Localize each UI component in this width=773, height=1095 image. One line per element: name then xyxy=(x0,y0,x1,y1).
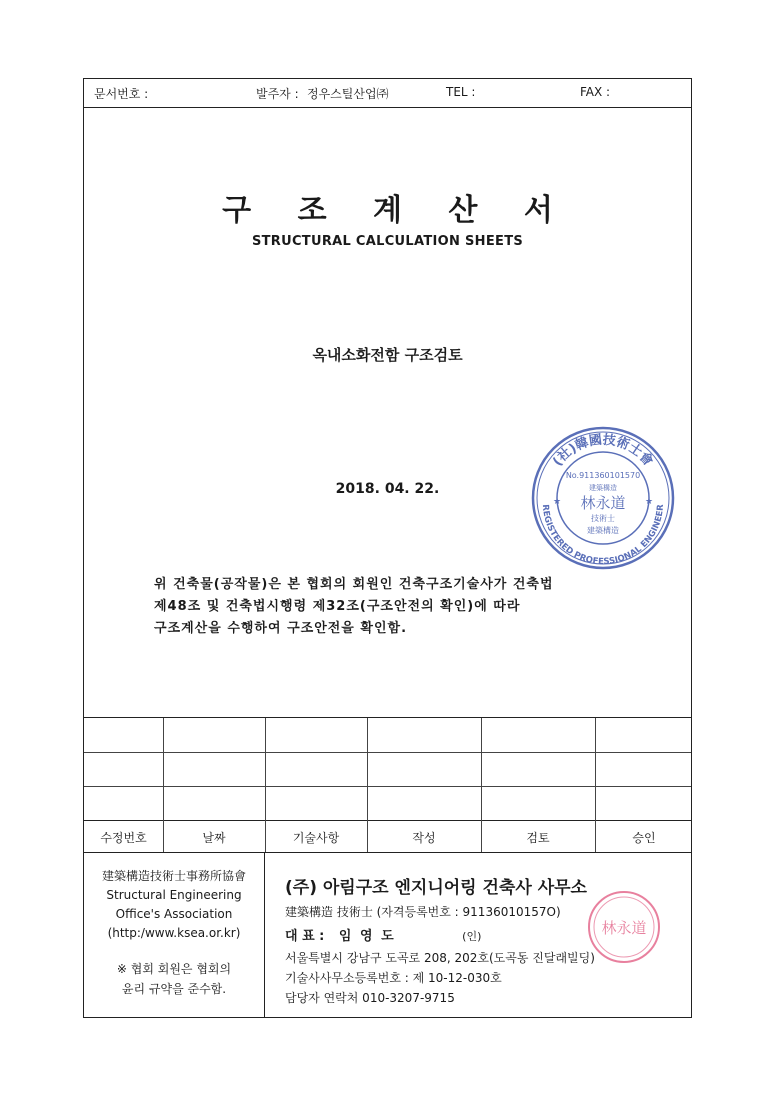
seal-title: 技術士 xyxy=(591,514,615,523)
revision-header-checked: 검토 xyxy=(526,831,550,845)
client-label: 발주자 : xyxy=(256,87,299,101)
firm-engineer-line: 建築構造 技術士 (자격등록번호 : 91136010157O) xyxy=(285,905,561,919)
title-english: STRUCTURAL CALCULATION SHEETS xyxy=(251,234,524,249)
project-name: 옥내소화전함 구조검토 xyxy=(312,346,463,364)
signature-block xyxy=(84,852,691,1018)
document-date: 2018. 04. 22. xyxy=(335,481,440,497)
firm-representative-row xyxy=(285,925,481,944)
statement-line-2: 제48조 및 건축법시행령 제32조(구조안전의 확인)에 따라 xyxy=(154,599,521,614)
title-korean: 구 조 계 산 서 xyxy=(222,193,571,228)
doc-number-label: 문서번호 : xyxy=(94,87,149,101)
revision-header-prepared: 작성 xyxy=(412,831,436,845)
firm-contact: 담당자 연락처 010-3207-9715 xyxy=(285,991,455,1005)
association-panel xyxy=(84,853,265,1018)
statement-line-3: 구조계산을 수행하여 구조안전을 확인함. xyxy=(154,621,408,636)
seal-star-left: ★ xyxy=(553,497,562,507)
seal-reg-no: No.911360101570 xyxy=(565,471,641,480)
tel-label: TEL : xyxy=(446,85,476,99)
firm-address: 서울특별시 강남구 도곡로 208, 202호(도곡동 진달래빌딩) xyxy=(285,951,595,965)
association-note xyxy=(84,959,264,999)
association-name-cn: 建築構造技術士事務所協會 xyxy=(101,869,246,883)
seal-star-right: ★ xyxy=(645,497,654,507)
seal-cert: 建築構造 xyxy=(587,526,619,535)
seal-bottom-text: REGISTERED PROFESSIONAL ENGINEER xyxy=(539,504,667,568)
fax-label: FAX : xyxy=(580,85,611,99)
engineer-seal xyxy=(529,424,677,572)
representative-label: 대 표 : xyxy=(285,929,325,944)
firm-office-registration: 기술사사무소등록번호 : 제 10-12-030호 xyxy=(285,971,502,985)
association-note-1: ※ 협회 회원은 협회의 xyxy=(116,962,232,976)
seal-field: 建築構造 xyxy=(589,484,617,492)
company-red-seal xyxy=(586,889,662,965)
seal-top-text: (社)韓國技術士會 xyxy=(550,432,656,470)
association-url: (http:/www.ksea.or.kr) xyxy=(107,926,241,940)
seal-mark: (인) xyxy=(462,930,482,943)
seal-name: 林永道 xyxy=(580,494,626,512)
revision-row-divider xyxy=(84,786,691,787)
representative-name: 임 영 도 xyxy=(338,929,396,944)
red-seal-text: 林永道 xyxy=(601,919,647,937)
confirmation-statement xyxy=(154,574,634,640)
revision-header-description: 기술사항 xyxy=(292,831,340,845)
association-name-en-1: Structural Engineering xyxy=(106,888,242,902)
firm-name: (주) 아림구조 엔지니어링 건축사 사무소 xyxy=(285,878,587,898)
client-value: 정우스틸산업㈜ xyxy=(307,87,389,101)
association-note-2: 윤리 규약을 준수함. xyxy=(121,982,227,996)
revision-headers xyxy=(84,820,691,853)
revision-row-divider xyxy=(84,752,691,753)
document-header xyxy=(84,79,691,108)
statement-line-1: 위 건축물(공작물)은 본 협회의 회원인 건축구조기술사가 건축법 xyxy=(154,577,554,592)
document-frame xyxy=(83,78,692,1018)
revision-table xyxy=(84,717,691,853)
revision-header-approved: 승인 xyxy=(632,831,656,845)
association-name-en-2: Office's Association xyxy=(115,907,233,921)
revision-header-no: 수정번호 xyxy=(100,831,147,845)
revision-header-date: 날짜 xyxy=(202,831,226,845)
